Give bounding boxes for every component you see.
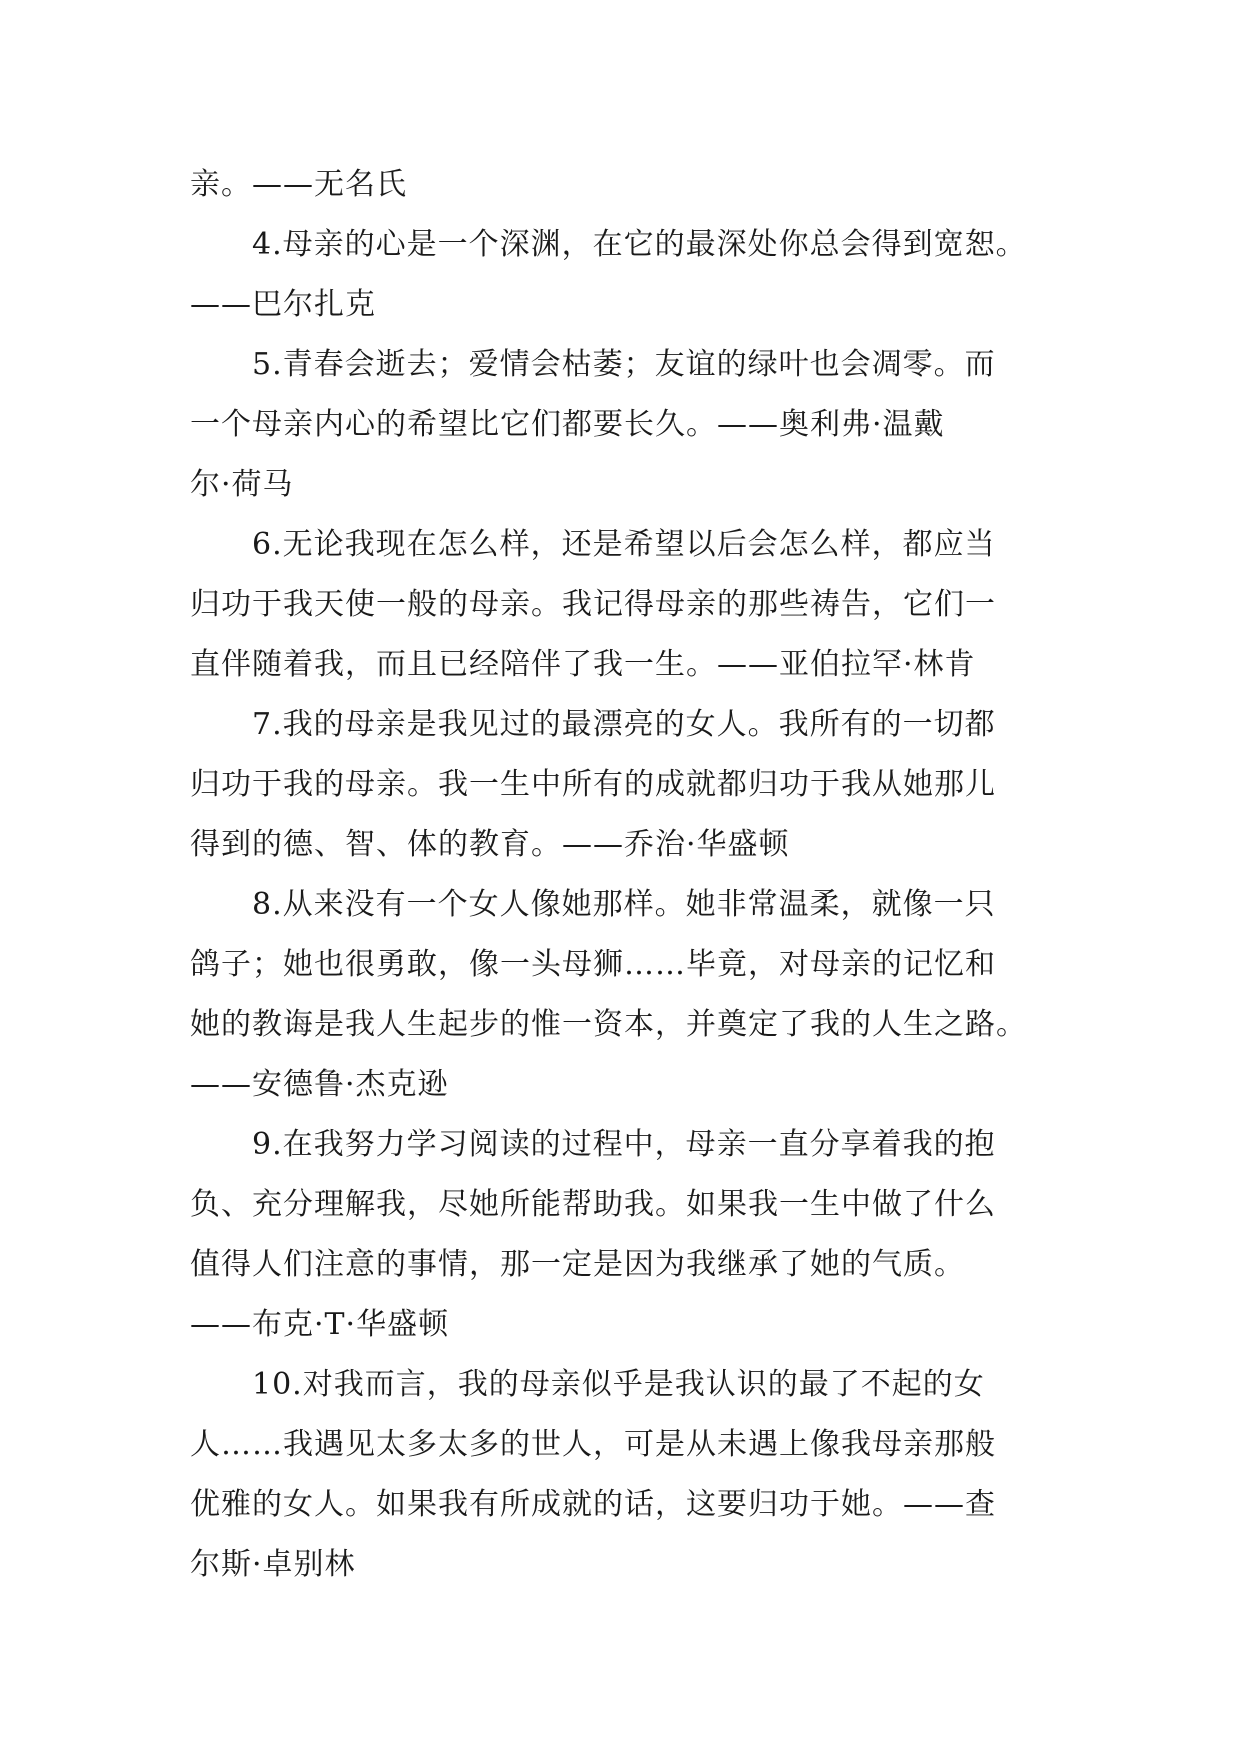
quote-6-line: 6.无论我现在怎么样，还是希望以后会怎么样，都应当 <box>252 527 996 562</box>
quote-6-line: 归功于我天使一般的母亲。我记得母亲的那些祷告，它们一 <box>190 587 996 622</box>
quote-7-line: 7.我的母亲是我见过的最漂亮的女人。我所有的一切都 <box>252 707 996 742</box>
quote-10-line: 10.对我而言，我的母亲似乎是我认识的最了不起的女 <box>252 1367 985 1402</box>
quote-9-line: 值得人们注意的事情，那一定是因为我继承了她的气质。 <box>190 1247 965 1282</box>
quote-8-line: 她的教诲是我人生起步的惟一资本，并奠定了我的人生之路。 <box>190 1007 1027 1042</box>
quote-4-author: ——巴尔扎克 <box>190 287 376 322</box>
quote-9-line: 9.在我努力学习阅读的过程中，母亲一直分享着我的抱 <box>252 1127 996 1162</box>
quote-8-line: 鸽子；她也很勇敢，像一头母狮……毕竟，对母亲的记忆和 <box>190 947 996 982</box>
quote-10-line: 优雅的女人。如果我有所成就的话，这要归功于她。——查 <box>190 1487 996 1522</box>
text-line: 亲。——无名氏 <box>190 167 407 202</box>
quote-9-line: 负、充分理解我，尽她所能帮助我。如果我一生中做了什么 <box>190 1187 996 1222</box>
quote-8-line: 8.从来没有一个女人像她那样。她非常温柔，就像一只 <box>252 887 996 922</box>
quote-5-author: 尔·荷马 <box>190 467 294 502</box>
quote-7-line: 归功于我的母亲。我一生中所有的成就都归功于我从她那儿 <box>190 767 996 802</box>
quote-10-line: 人……我遇见太多太多的世人，可是从未遇上像我母亲那般 <box>190 1427 996 1462</box>
quote-5-line: 一个母亲内心的希望比它们都要长久。——奥利弗·温戴 <box>190 407 945 442</box>
quote-10-author: 尔斯·卓别林 <box>190 1547 356 1582</box>
quote-9-author: ——布克·T·华盛顿 <box>190 1307 450 1342</box>
quote-6-line: 直伴随着我，而且已经陪伴了我一生。——亚伯拉罕·林肯 <box>190 647 976 682</box>
quote-8-author: ——安德鲁·杰克逊 <box>190 1067 449 1102</box>
quote-5-line: 5.青春会逝去；爱情会枯萎；友谊的绿叶也会凋零。而 <box>252 347 996 382</box>
quote-7-line: 得到的德、智、体的教育。——乔治·华盛顿 <box>190 827 790 862</box>
quote-4-line: 4.母亲的心是一个深渊，在它的最深处你总会得到宽恕。 <box>252 227 1027 262</box>
